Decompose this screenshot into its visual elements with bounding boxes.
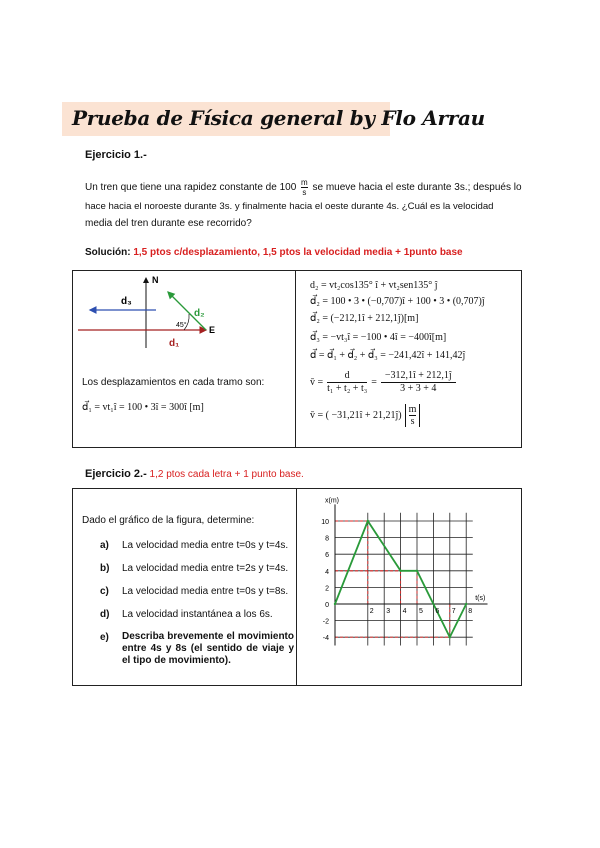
y-tick-label: 10	[321, 519, 329, 526]
equation-d3: d⃗₃ = −vt₃î = −100 • 4î = −400î[m]	[310, 332, 447, 343]
x-tick-label: 4	[402, 608, 407, 615]
solution-box-divider	[295, 270, 296, 447]
x-axis-label: t(s)	[475, 595, 486, 602]
question-e: e) Describa brevemente el movimiento entre 4s y 8s (el sentido de viaje y el tipo de movimiento).	[100, 631, 294, 666]
question-list	[100, 539, 294, 667]
exercise-2-heading-line: Ejercicio 2.- 1,2 ptos cada letra + 1 punto base.	[85, 468, 304, 480]
series-point	[367, 520, 369, 522]
y-tick-label: 8	[325, 535, 329, 543]
question-b: b) La velocidad media entre t=2s y t=4s.	[100, 563, 289, 574]
question-c: c) La velocidad media entre t=0s y t=8s.	[100, 586, 289, 597]
d1-label: d₁	[169, 338, 180, 349]
series-point	[399, 570, 401, 572]
y-axis-label: x(m)	[325, 497, 339, 505]
vector-diagram	[76, 272, 291, 352]
equation-d2-general: d₂ = vt₂cos135° î + vt₂sen135° ĵ	[310, 280, 438, 291]
equation-d2-values: d⃗₂ = 100 • 3 • (−0,707)î + 100 • 3 • (0,707)ĵ	[310, 296, 485, 307]
question-d: d) La velocidad instantánea a los 6s.	[100, 609, 273, 620]
series-point	[449, 636, 451, 638]
angle-label: 45°	[176, 322, 187, 329]
question-a: a) La velocidad media entre t=0s y t=4s.	[100, 540, 289, 551]
east-label: E	[209, 325, 216, 335]
y-tick-label: -4	[322, 635, 329, 643]
y-tick-label: 6	[325, 552, 329, 560]
equation-d1: d⃗₁ = vt₁î = 100 • 3î = 300î [m]	[82, 402, 204, 413]
x-tick-label: 3	[386, 608, 391, 615]
series-point	[334, 603, 336, 605]
exercise-1-problem-line-1: Un tren que tiene una rapidez constante de 100 $\frac{m}{s}$ se mueve hacia el este durante 3s.; después lo	[85, 178, 522, 197]
x-tick-label: 7	[451, 608, 456, 615]
position-time-chart	[300, 490, 518, 682]
y-tick-label: -2	[322, 618, 329, 626]
equation-mean-velocity: v̄ = $\frac{d}{\text{t₁ + t₂ + t₃}}$ = $\frac{-312,1î + 212,1ĵ}{3 + 3 + 4}$	[310, 370, 460, 395]
y-tick-label: 2	[325, 585, 329, 593]
equation-mean-velocity-result: v̄ = ( −31,21î + 21,21ĵ) m s	[310, 404, 420, 427]
x-tick-label: 6	[435, 608, 440, 615]
exercise-1-problem-line-2: hace hacia el noroeste durante 3s. y finalmente hacia el oeste durante 4s. ¿Cuál es la velocidad	[85, 201, 494, 212]
d2-label: d₂	[194, 308, 205, 319]
x-tick-label: 2	[369, 608, 374, 615]
d3-label: d₃	[121, 296, 132, 307]
exercise-2-intro: Dado el gráfico de la figura, determine:	[82, 515, 255, 526]
solution-line: Solución: 1,5 ptos c/desplazamiento, 1,5 ptos la velocidad media + 1punto base	[85, 247, 463, 258]
north-label: N	[152, 275, 159, 285]
speed-unit: $\frac{m}{s}$	[301, 178, 308, 197]
page-title: Prueba de Física general by Flo Arrau	[72, 106, 485, 130]
equation-total-displacement: d⃗ = d⃗₁ + d⃗₂ + d⃗₃ = −241,42î + 141,42ĵ	[310, 350, 466, 361]
x-tick-label: 5	[419, 608, 423, 615]
displacements-text: Los desplazamientos en cada tramo son:	[82, 377, 265, 388]
exercise-1-problem-line-3: media del tren durante ese recorrido?	[85, 218, 252, 229]
equation-d2-result: d⃗₂ = (−212,1î + 212,1ĵ)[m]	[310, 313, 419, 324]
exercise-2-divider	[296, 488, 297, 685]
x-tick-label: 8	[468, 608, 473, 615]
exercise-1-heading: Ejercicio 1.-	[85, 149, 147, 161]
y-tick-label: 0	[325, 602, 329, 609]
series-point	[465, 603, 467, 605]
series-point	[416, 570, 418, 572]
y-tick-label: 4	[325, 568, 329, 576]
